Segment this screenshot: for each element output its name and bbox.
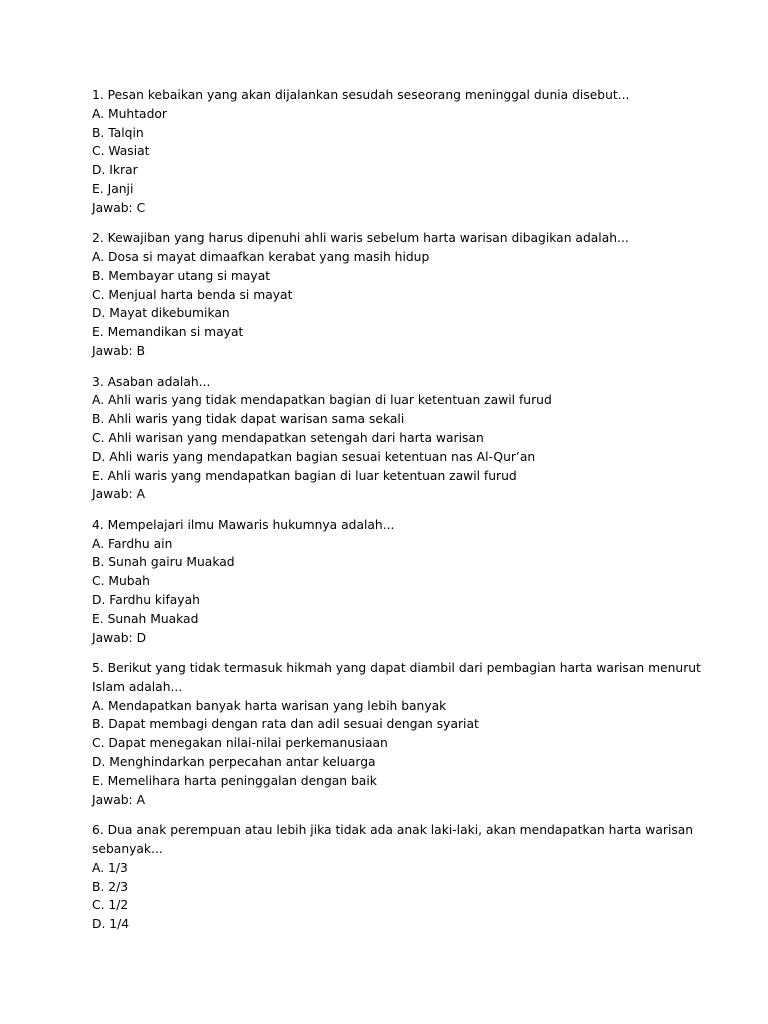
option-b: B. Dapat membagi dengan rata dan adil sesuai dengan syariat xyxy=(92,717,479,732)
option-c: C. Dapat menegakan nilai-nilai perkemanusiaan xyxy=(92,736,388,751)
option-a: A. Ahli waris yang tidak mendapatkan bagian di luar ketentuan zawil furud xyxy=(92,393,552,408)
option-b: B. 2/3 xyxy=(92,879,129,894)
option-d: D. Ikrar xyxy=(92,163,138,178)
answer-key: Jawab: B xyxy=(92,344,146,359)
option-a: A. 1/3 xyxy=(92,860,128,875)
option-c: C. Ahli warisan yang mendapatkan setengah dari harta warisan xyxy=(92,430,484,445)
question-stem-line-2: Islam adalah... xyxy=(92,679,183,694)
question-stem: 1. Pesan kebaikan yang akan dijalankan sesudah seseorang meninggal dunia disebut... xyxy=(92,88,630,102)
question-stem-line-1: 6. Dua anak perempuan atau lebih jika tidak ada anak laki-laki, akan mendapatkan harta warisan xyxy=(92,823,694,838)
option-d: D. Fardhu kifayah xyxy=(92,592,200,607)
option-c: C. Mubah xyxy=(92,574,150,589)
option-c: C. Wasiat xyxy=(92,144,150,159)
option-b: B. Sunah gairu Muakad xyxy=(92,555,235,570)
option-d: D. Ahli waris yang mendapatkan bagian sesuai ketentuan nas Al-Qur’an xyxy=(92,449,536,464)
option-a: A. Muhtador xyxy=(92,106,167,121)
option-e: E. Ahli waris yang mendapatkan bagian di luar ketentuan zawil furud xyxy=(92,468,517,483)
option-b: B. Ahli waris yang tidak dapat warisan sama sekali xyxy=(92,412,405,427)
answer-key: Jawab: D xyxy=(92,630,147,645)
option-b: B. Talqin xyxy=(92,125,144,140)
option-e: E. Memelihara harta peninggalan dengan baik xyxy=(92,773,377,788)
question-2 xyxy=(92,229,692,361)
option-d: D. Mayat dikebumikan xyxy=(92,306,230,321)
answer-key: Jawab: A xyxy=(92,487,146,502)
answer-key: Jawab: C xyxy=(92,200,146,215)
option-c: C. 1/2 xyxy=(92,898,129,913)
option-b: B. Membayar utang si mayat xyxy=(92,268,271,283)
question-3 xyxy=(92,373,692,505)
document-page xyxy=(92,86,701,946)
answer-key: Jawab: A xyxy=(92,792,146,807)
question-stem-line-1: 5. Berikut yang tidak termasuk hikmah yang dapat diambil dari pembagian harta warisan menurut xyxy=(92,661,701,676)
question-stem: 3. Asaban adalah... xyxy=(92,374,211,389)
question-5 xyxy=(92,659,701,809)
option-a: A. Mendapatkan banyak harta warisan yang lebih banyak xyxy=(92,698,447,713)
option-e: E. Janji xyxy=(92,181,134,196)
question-stem: 4. Mempelajari ilmu Mawaris hukumnya adalah... xyxy=(92,517,395,532)
option-a: A. Dosa si mayat dimaafkan kerabat yang masih hidup xyxy=(92,250,430,265)
option-d: D. 1/4 xyxy=(92,917,130,932)
option-a: A. Fardhu ain xyxy=(92,536,173,551)
option-e: E. Sunah Muakad xyxy=(92,611,199,626)
question-stem-line-2: sebanyak... xyxy=(92,841,163,856)
question-4 xyxy=(92,516,692,648)
question-stem: 2. Kewajiban yang harus dipenuhi ahli waris sebelum harta warisan dibagikan adalah... xyxy=(92,231,629,246)
option-d: D. Menghindarkan perpecahan antar keluarga xyxy=(92,755,376,770)
question-1 xyxy=(92,86,692,218)
option-e: E. Memandikan si mayat xyxy=(92,325,244,340)
option-c: C. Menjual harta benda si mayat xyxy=(92,287,293,302)
question-6 xyxy=(92,821,692,934)
